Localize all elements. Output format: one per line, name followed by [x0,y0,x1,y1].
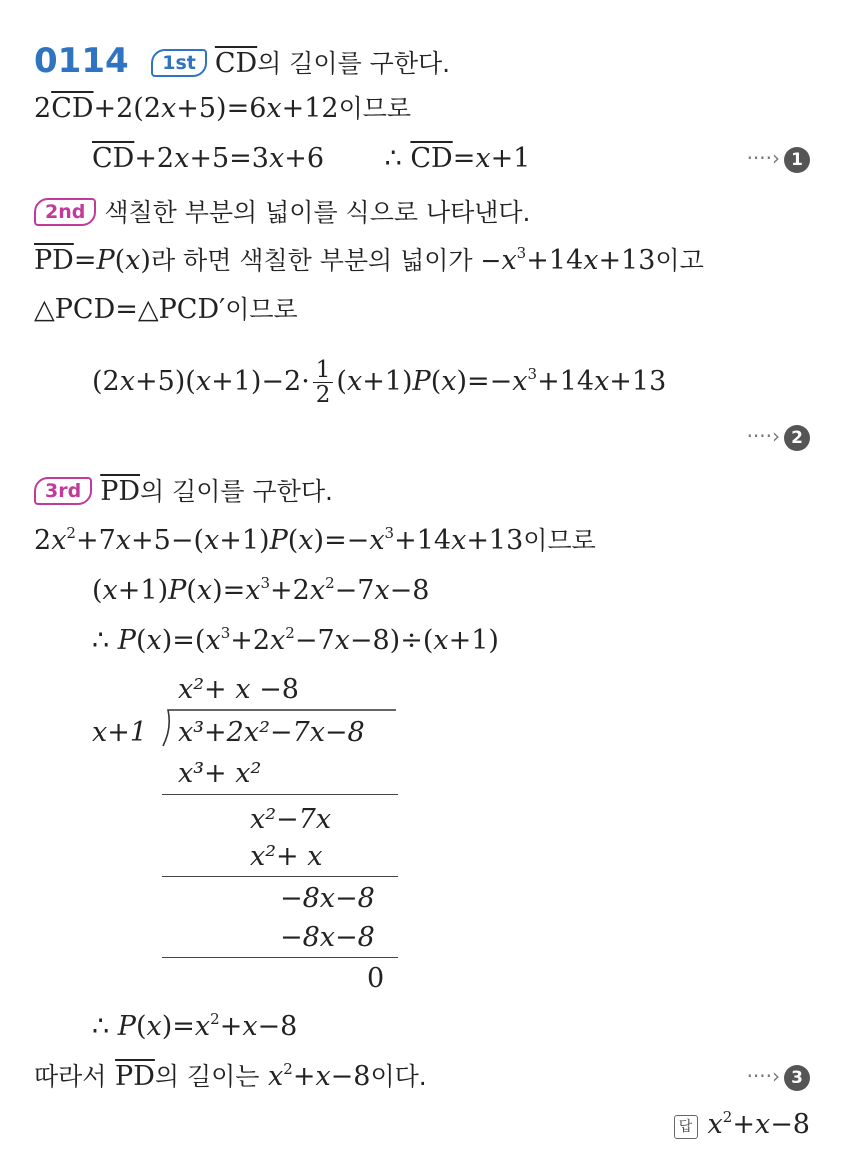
division-dividend: x³+2x²−7x−8 [178,717,365,748]
final-answer: 답 $x^2+x-8$ [674,1108,810,1142]
step2-line2: △PCD=△PCD′이므로 [34,294,298,325]
step1-line1: $2\overline{CD}+2(2x+5)=6x+12$이므로 [34,93,412,124]
circled-number-3: 3 [784,1065,810,1091]
step3-result: ∴ $P(x)=x^2+x-8$ [92,1010,298,1042]
step3-line3: ∴ $P(x)=(x^3+2x^2-7x-8)\div(x+1)$ [92,624,499,656]
division-row5: −8x−8 [280,922,375,953]
step2-equation: (2x+5)(x+1)−2· $\frac{1}{2}$ $(x+1)P(x)=-x^3+14x+13$ [92,357,667,408]
step3-heading [34,475,333,509]
step3-line1: $2x^2+7x+5-(x+1)P(x)=-x^3+14x+13$이므로 [34,524,596,556]
division-quotient: x²+ x −8 [178,674,299,705]
segment-cd: $\overline{CD}$ [214,48,258,79]
step1-title: 의 길이를 구한다. [257,49,451,78]
problem-number: 0114 [34,41,129,81]
step-marker-3: ····› 3 [747,1064,810,1091]
division-remainder: 0 [367,963,385,994]
step-marker-1: ····› 1 [747,146,810,173]
division-row1: x³+ x² [178,758,262,789]
step2-heading [34,196,531,230]
division-row2: x²−7x [250,804,332,835]
division-divisor: x+1 [92,717,148,748]
step1-line2: $\overline{CD}+2x+5=3x+6$ ∴ $\overline{CD}=x+1$ [92,143,531,174]
division-rule-3 [162,957,398,958]
division-rule-1 [162,794,398,795]
division-row3: x²+ x [250,841,323,872]
circled-number-1: 1 [784,147,810,173]
problem-header [34,41,451,81]
step-marker-2: ····› 2 [747,424,810,451]
step-badge-2nd: 2nd [34,198,96,226]
step3-conclusion: 따라서 $\overline{PD}$의 길이는 $x^2+x-8$이다. [34,1060,427,1092]
fraction-one-half: $\frac{1}{2}$ [313,358,334,407]
segment-pd: $\overline{PD}$ [100,476,141,507]
step3-line2: $(x+1)P(x)=x^3+2x^2-7x-8$ [92,574,430,606]
circled-number-2: 2 [784,425,810,451]
answer-icon: 답 [674,1115,698,1139]
step-badge-3rd: 3rd [34,477,92,505]
step3-title: 의 길이를 구한다. [140,477,333,506]
step2-title: 색칠한 부분의 넓이를 식으로 나타낸다. [104,198,531,227]
step-badge-1st: 1st [151,49,207,77]
division-row4: −8x−8 [280,883,375,914]
division-rule-2 [162,876,398,877]
step2-line1: $\overline{PD}=P(x)$라 하면 색칠한 부분의 넓이가 $-x^3+14x+13$이고 [34,244,704,276]
